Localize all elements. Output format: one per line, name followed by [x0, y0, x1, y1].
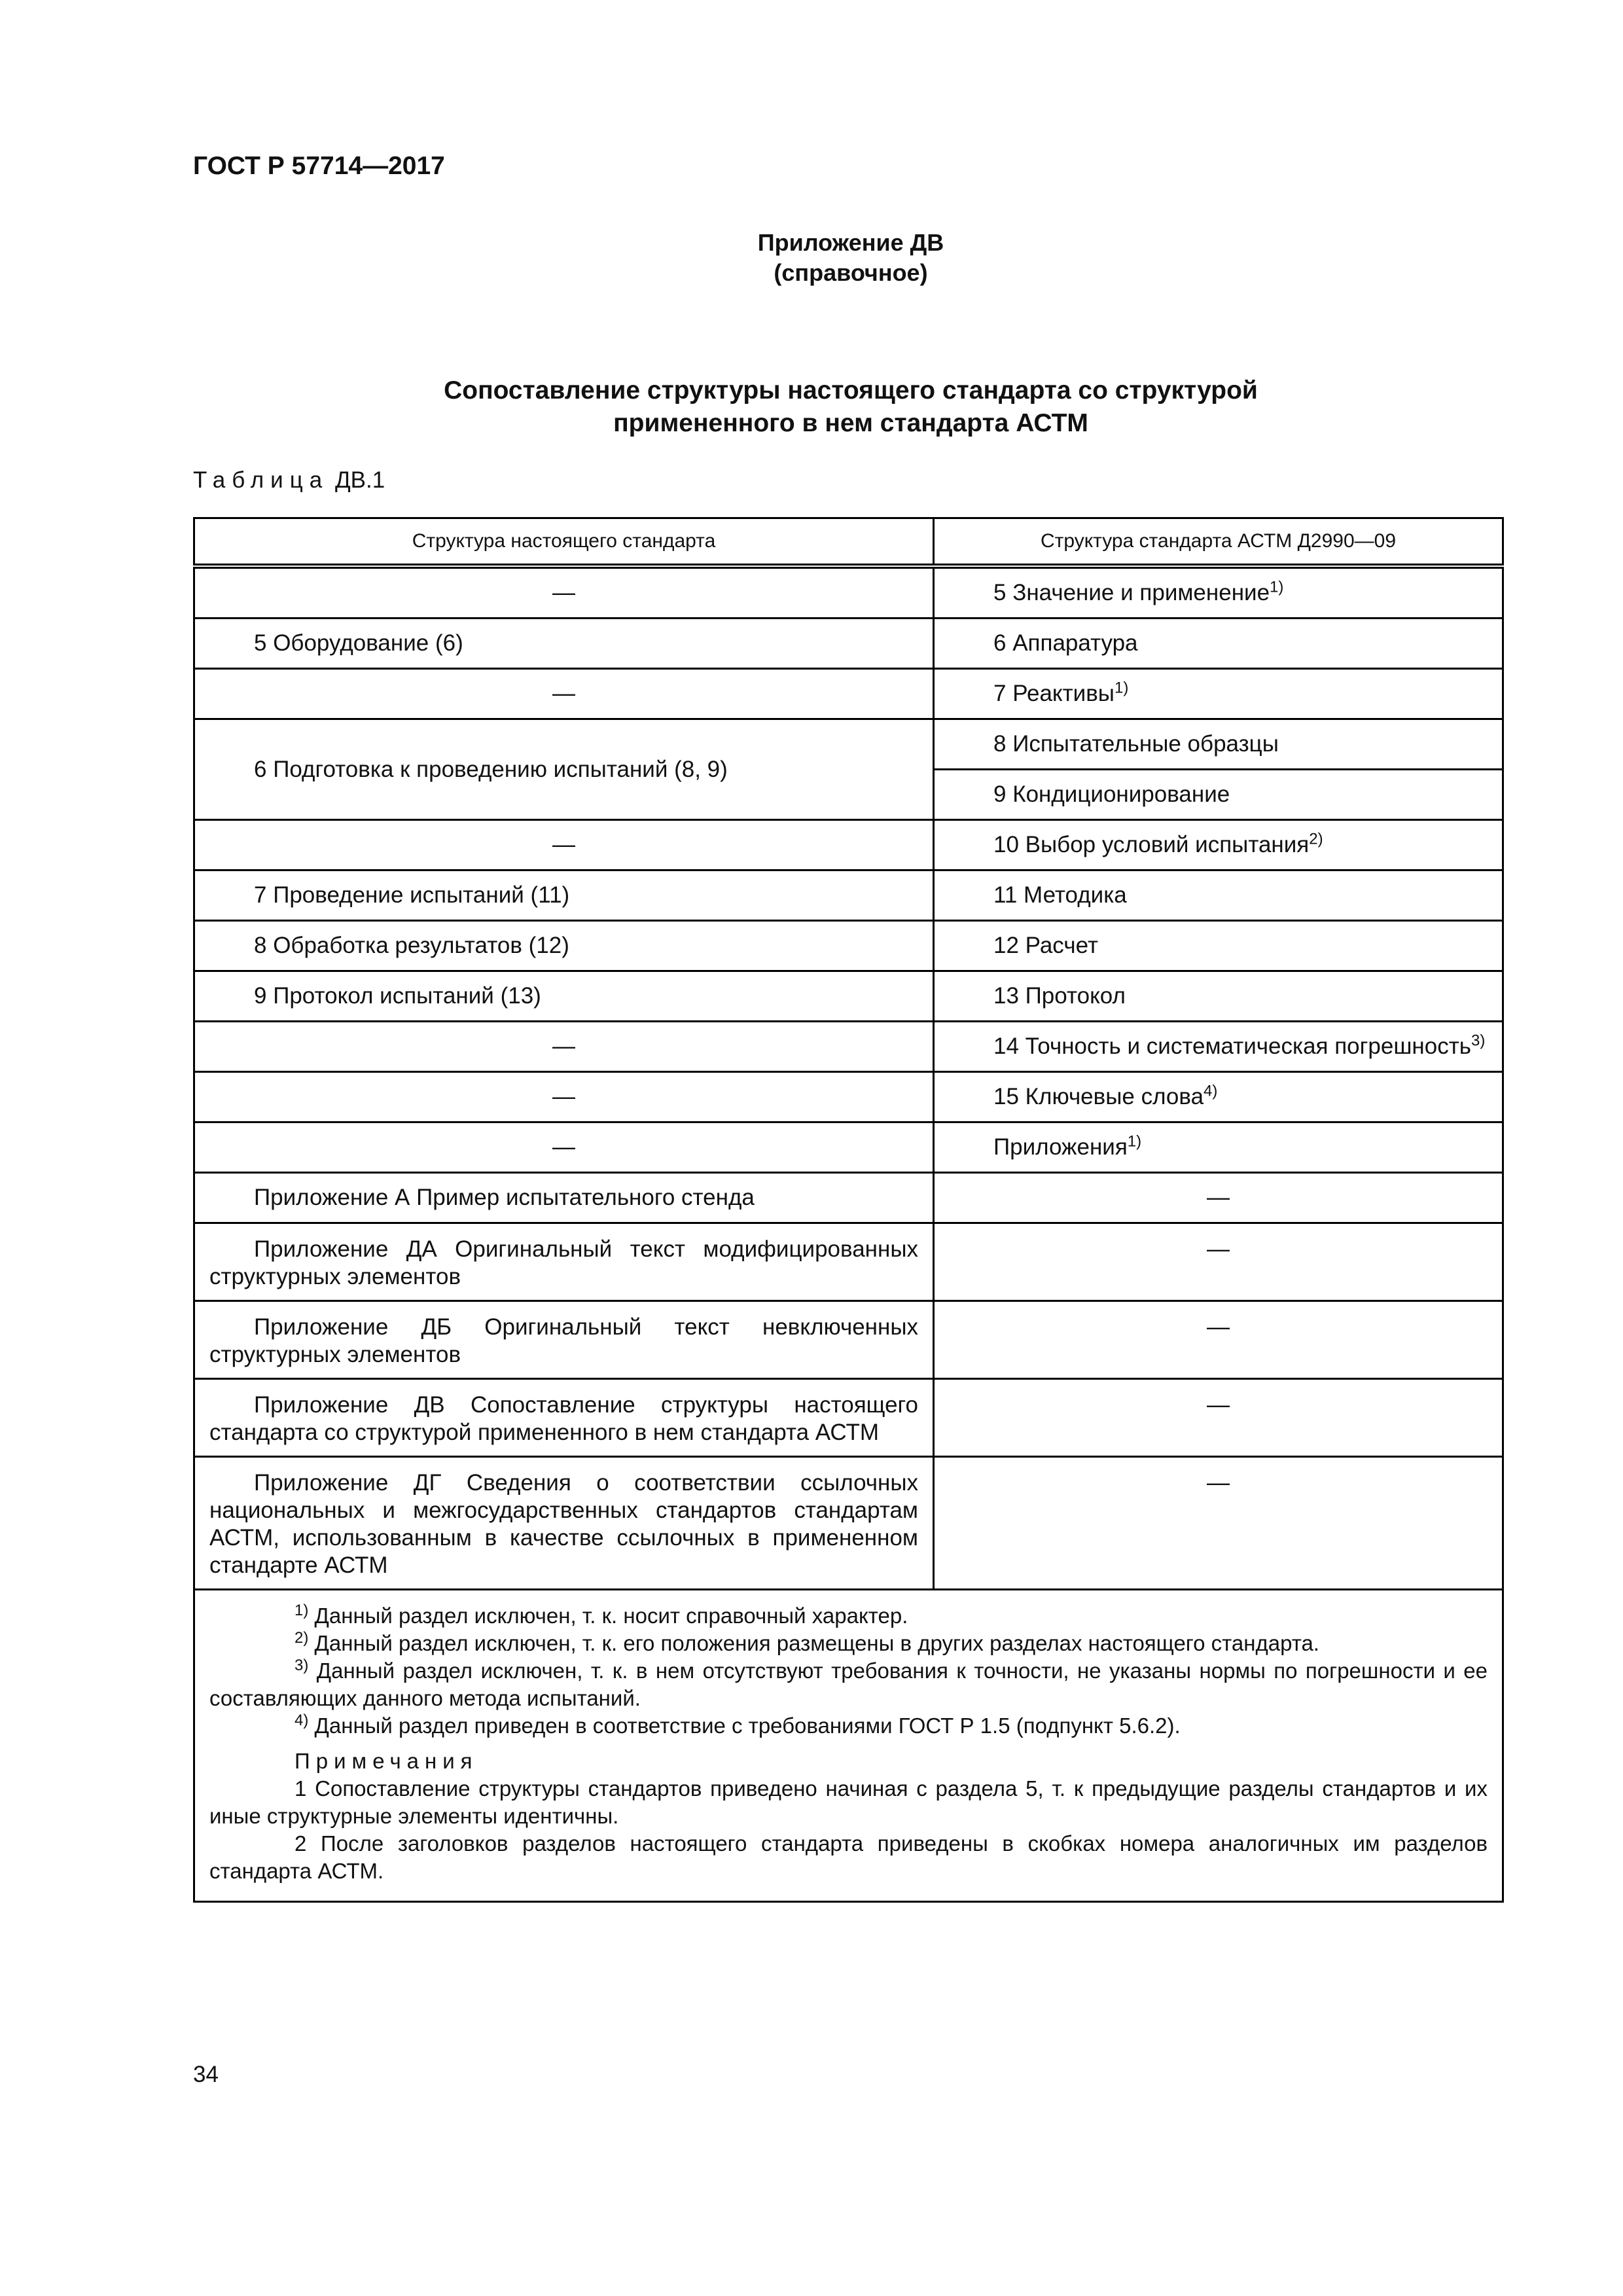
cell-right: —: [934, 1457, 1503, 1590]
cell-right: 13 Протокол: [934, 971, 1503, 1022]
table-label-number: ДВ.1: [334, 467, 385, 493]
table-row: [194, 1022, 1503, 1072]
column-header-astm: Структура стандарта АСТМ Д2990—09: [934, 518, 1503, 567]
cell-right: 10 Выбор условий испытания$^{2)}$: [934, 820, 1503, 870]
table-row: [194, 719, 1503, 770]
notes-title: Примечания: [294, 1749, 478, 1773]
table-row: [194, 971, 1503, 1022]
cell-right: 14 Точность и систематическая погрешность$^{3)}$: [934, 1022, 1503, 1072]
footnote-ref: 3): [1471, 1031, 1486, 1050]
comparison-table: [193, 517, 1504, 1903]
footnote: $^{3)}$ Данный раздел исключен, т. к. в нем отсутствуют требования к точности, не указаны нормы по погрешности и ее составляющих данного метода испытаний.: [209, 1657, 1488, 1710]
cell-left: —: [194, 1122, 934, 1173]
table-label-word: Таблица: [193, 467, 329, 493]
cell-left: Приложение ДВ Сопоставление структуры настоящего стандарта со структурой примененного в нем стандарта АСТМ: [194, 1379, 934, 1457]
table-row: [194, 1301, 1503, 1379]
footnote-ref: 1): [1270, 578, 1284, 596]
heading-line-2: примененного в нем стандарта АСТМ: [613, 409, 1088, 437]
cell-left: 6 Подготовка к проведению испытаний (8, 9): [194, 719, 934, 820]
cell-right: —: [934, 1223, 1503, 1301]
table-row: [194, 1379, 1503, 1457]
table-row: [194, 870, 1503, 921]
annex-title: [0, 228, 1623, 288]
cell-left: 9 Протокол испытаний (13): [194, 971, 934, 1022]
table-row: [194, 1457, 1503, 1590]
cell-left: 7 Проведение испытаний (11): [194, 870, 934, 921]
cell-right: 9 Кондиционирование: [934, 770, 1503, 820]
cell-left: —: [194, 566, 934, 619]
table-row: [194, 820, 1503, 870]
table-header-row: [194, 518, 1503, 567]
cell-right: 11 Методика: [934, 870, 1503, 921]
footnote-ref: 1): [1127, 1132, 1142, 1151]
cell-right: 5 Значение и применение$^{1)}$: [934, 566, 1503, 619]
cell-left: Приложение ДА Оригинальный текст модифицированных структурных элементов: [194, 1223, 934, 1301]
cell-left: —: [194, 669, 934, 719]
table-row: [194, 921, 1503, 971]
cell-left: Приложение ДГ Сведения о соответствии ссылочных национальных и межгосударственных стандартов стандартам АСТМ, использованным в качестве ссылочных в примененном стандарте АСТМ: [194, 1457, 934, 1590]
note: 2 После заголовков разделов настоящего стандарта приведены в скобках номера аналогичных им разделов стандарта АСТМ.: [209, 1831, 1488, 1883]
cell-right: 15 Ключевые слова$^{4)}$: [934, 1072, 1503, 1122]
cell-left: —: [194, 1072, 934, 1122]
table-row: [194, 1122, 1503, 1173]
footnote: $^{4)}$ Данный раздел приведен в соответствие с требованиями ГОСТ Р 1.5 (подпункт 5.6.2).: [294, 1712, 1181, 1738]
cell-right: —: [934, 1173, 1503, 1223]
table-notes-row: [194, 1590, 1503, 1902]
table-row: [194, 1173, 1503, 1223]
cell-right: 8 Испытательные образцы: [934, 719, 1503, 770]
annex-kind: (справочное): [774, 259, 928, 286]
annex-name: Приложение ДВ: [757, 229, 944, 256]
table-row: [194, 1223, 1503, 1301]
cell-right: Приложения$^{1)}$: [934, 1122, 1503, 1173]
section-heading: [0, 374, 1623, 440]
cell-left: Приложение А Пример испытательного стенда: [194, 1173, 934, 1223]
cell-right: —: [934, 1379, 1503, 1457]
table-row: [194, 669, 1503, 719]
footnote-ref: 4): [1204, 1082, 1218, 1100]
document-code: ГОСТ Р 57714—2017: [193, 152, 445, 180]
footnote-ref: 2): [1309, 830, 1323, 848]
cell-right: 12 Расчет: [934, 921, 1503, 971]
table-row: [194, 566, 1503, 619]
cell-right: 6 Аппаратура: [934, 619, 1503, 669]
note: 1 Сопоставление структуры стандартов приведено начиная с раздела 5, т. к предыдущие разделы стандартов и их иные структурные элементы идентичны.: [209, 1776, 1488, 1828]
footnote: $^{1)}$ Данный раздел исключен, т. к. носит справочный характер.: [294, 1602, 908, 1628]
table-row: [194, 1072, 1503, 1122]
table-footnotes: [194, 1590, 1503, 1902]
cell-right: 7 Реактивы$^{1)}$: [934, 669, 1503, 719]
cell-right: —: [934, 1301, 1503, 1379]
column-header-current: Структура настоящего стандарта: [194, 518, 934, 567]
table-row: [194, 619, 1503, 669]
heading-line-1: Сопоставление структуры настоящего стандарта со структурой: [444, 376, 1258, 404]
cell-left: —: [194, 820, 934, 870]
table-label: [193, 467, 385, 493]
footnote: $^{2)}$ Данный раздел исключен, т. к. его положения размещены в других разделах настоящего стандарта.: [294, 1629, 1319, 1655]
cell-left: 5 Оборудование (6): [194, 619, 934, 669]
cell-left: 8 Обработка результатов (12): [194, 921, 934, 971]
footnote-ref: 1): [1114, 679, 1129, 697]
page-number: 34: [193, 2062, 219, 2087]
cell-left: —: [194, 1022, 934, 1072]
cell-left: Приложение ДБ Оригинальный текст невключенных структурных элементов: [194, 1301, 934, 1379]
